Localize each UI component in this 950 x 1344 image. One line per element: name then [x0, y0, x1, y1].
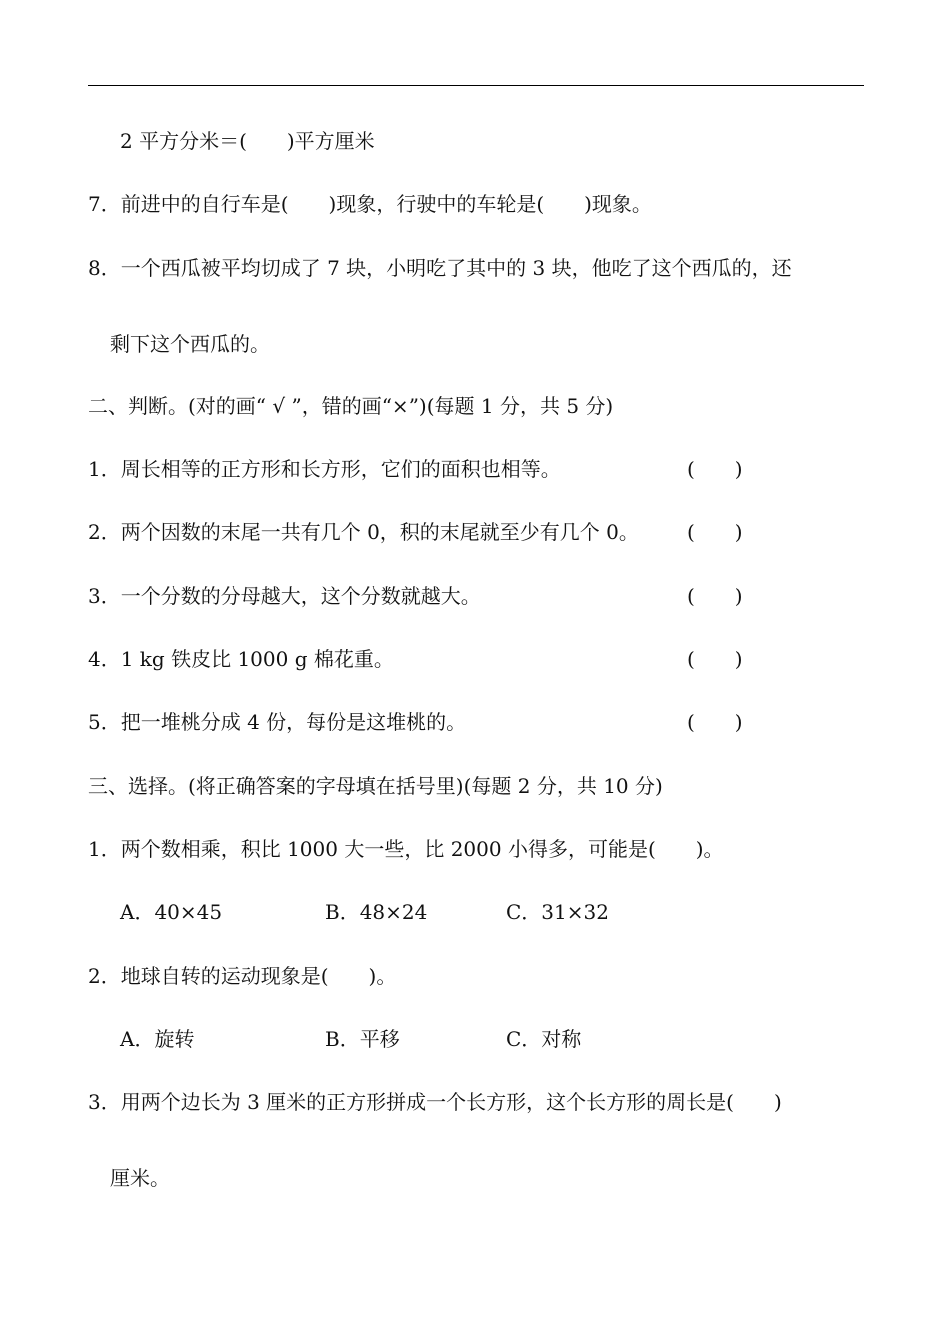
header-rule: [88, 85, 864, 86]
fill-blank-continuation: 2 平方分米＝( )平方厘米: [120, 129, 375, 153]
question-8: 8．一个西瓜被平均切成了 7 块，小明吃了其中的 3 块，他吃了这个西瓜的，还: [88, 256, 792, 280]
choice-question-2: 2．地球自转的运动现象是( )。: [88, 964, 397, 988]
choice-question-3-continuation: 厘米。: [110, 1166, 170, 1190]
answer-parentheses: ( ): [687, 710, 743, 734]
answer-parentheses: ( ): [687, 457, 743, 481]
answer-parentheses: ( ): [687, 647, 743, 671]
answer-parentheses: ( ): [687, 520, 743, 544]
option-c: C．31×32: [506, 900, 609, 924]
choice-question-1: 1．两个数相乘，积比 1000 大一些，比 2000 小得多，可能是( )。: [88, 837, 724, 861]
option-a: A．40×45: [120, 900, 223, 924]
judge-question-4: 4．1 kg 铁皮比 1000 g 棉花重。: [88, 647, 394, 671]
judge-question-5: 5．把一堆桃分成 4 份，每份是这堆桃的。: [88, 710, 467, 734]
judge-question-1: 1．周长相等的正方形和长方形，它们的面积也相等。: [88, 457, 561, 481]
option-a: A．旋转: [120, 1027, 195, 1051]
answer-parentheses: ( ): [687, 584, 743, 608]
option-c: C．对称: [506, 1027, 582, 1051]
section-2-heading: 二、判断。(对的画“ √ ”，错的画“×”)(每题 1 分，共 5 分): [88, 394, 614, 418]
judge-question-2: 2．两个因数的末尾一共有几个 0，积的末尾就至少有几个 0。: [88, 520, 639, 544]
section-3-heading: 三、选择。(将正确答案的字母填在括号里)(每题 2 分，共 10 分): [88, 774, 663, 798]
option-b: B．平移: [325, 1027, 400, 1051]
judge-question-3: 3．一个分数的分母越大，这个分数就越大。: [88, 584, 481, 608]
choice-question-3: 3．用两个边长为 3 厘米的正方形拼成一个长方形，这个长方形的周长是( ): [88, 1090, 782, 1114]
question-7: 7．前进中的自行车是( )现象，行驶中的车轮是( )现象。: [88, 192, 652, 216]
question-8-continuation: 剩下这个西瓜的。: [110, 332, 270, 356]
option-b: B．48×24: [325, 900, 428, 924]
